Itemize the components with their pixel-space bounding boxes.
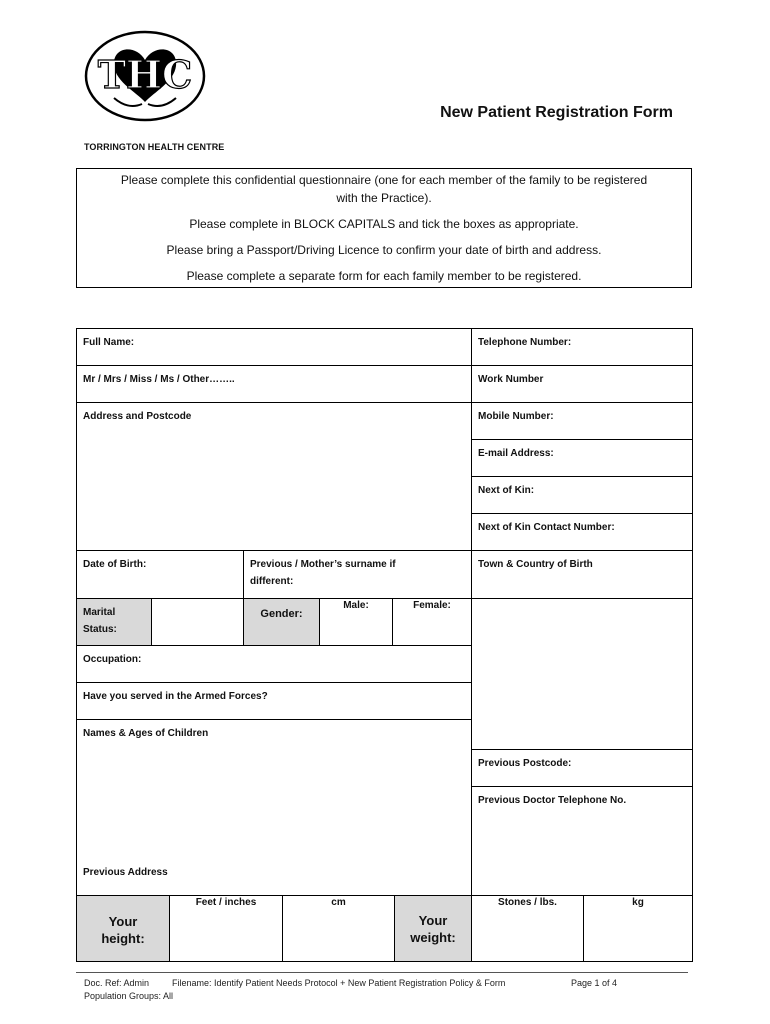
- instructions-box: [76, 168, 692, 288]
- female-label: Female:: [413, 600, 451, 611]
- dob-label: Date of Birth:: [83, 559, 147, 570]
- page-number: Page 1 of 4: [571, 978, 618, 988]
- organisation-name: TORRINGTON HEALTH CENTRE: [84, 142, 225, 152]
- children-label: Names & Ages of Children: [83, 728, 209, 739]
- armed-forces-label: Have you served in the Armed Forces?: [83, 691, 268, 702]
- children-field[interactable]: [76, 719, 472, 896]
- male-label: Male:: [343, 600, 369, 611]
- instruction-line: Please bring a Passport/Driving Licence to confirm your date of birth and address.: [166, 243, 602, 257]
- next-of-kin-field[interactable]: [471, 476, 693, 514]
- weight-label: Your weight:: [410, 913, 456, 945]
- birth-place-field[interactable]: [471, 550, 693, 599]
- instruction-line: Please complete this confidential questionnaire (one for each member of the family to be registered: [120, 173, 648, 187]
- previous-postcode-label: Previous Postcode:: [478, 758, 572, 769]
- previous-address-label: Previous Address: [83, 867, 168, 878]
- kg-label: kg: [632, 897, 644, 908]
- footer-divider: [76, 972, 688, 973]
- gender-label: Gender:: [260, 608, 303, 620]
- mobile-label: Mobile Number:: [478, 411, 554, 422]
- address-label: Address and Postcode: [83, 411, 192, 422]
- birth-place-label: Town & Country of Birth: [478, 559, 593, 570]
- next-of-kin-label: Next of Kin:: [478, 485, 535, 496]
- mobile-field[interactable]: [471, 402, 693, 440]
- previous-doctor-label: Previous Doctor Telephone No.: [478, 795, 627, 806]
- full-name-label: Full Name:: [83, 337, 135, 348]
- svg-text:THC: THC: [97, 52, 193, 97]
- previous-postcode-field[interactable]: [471, 749, 693, 787]
- weight-label-cell: [394, 895, 472, 962]
- work-number-field[interactable]: [471, 365, 693, 403]
- dob-field[interactable]: [76, 550, 244, 599]
- stones-lbs-label: Stones / lbs.: [498, 897, 557, 908]
- doc-ref: Doc. Ref: Admin: [84, 978, 150, 988]
- occupation-label: Occupation:: [83, 654, 142, 665]
- female-checkbox[interactable]: [392, 598, 472, 646]
- weight-stones-field[interactable]: [471, 895, 584, 962]
- next-of-kin-contact-field[interactable]: [471, 513, 693, 551]
- height-cm-field[interactable]: [282, 895, 395, 962]
- population-groups: Population Groups: All: [84, 991, 174, 1001]
- height-feet-field[interactable]: [169, 895, 283, 962]
- email-label: E-mail Address:: [478, 448, 554, 459]
- height-label: Your height:: [101, 914, 145, 946]
- telephone-label: Telephone Number:: [478, 337, 572, 348]
- feet-inches-label: Feet / inches: [195, 897, 257, 908]
- male-checkbox[interactable]: [319, 598, 393, 646]
- title-label: Mr / Mrs / Miss / Ms / Other……..: [83, 374, 235, 385]
- marital-status-label-cell: [76, 598, 152, 646]
- form-title: New Patient Registration Form: [440, 104, 673, 121]
- right-blank-field[interactable]: [471, 598, 693, 750]
- email-field[interactable]: [471, 439, 693, 477]
- weight-kg-field[interactable]: [583, 895, 693, 962]
- filename: Filename: Identify Patient Needs Protocol + New Patient Registration Policy & Form: [172, 978, 506, 988]
- gender-label-cell: [243, 598, 320, 646]
- instruction-line: with the Practice).: [336, 191, 432, 205]
- instruction-line: Please complete a separate form for each family member to be registered.: [186, 269, 582, 283]
- telephone-field[interactable]: [471, 328, 693, 366]
- marital-status-field[interactable]: [151, 598, 244, 646]
- title-field[interactable]: [76, 365, 472, 403]
- full-name-field[interactable]: [76, 328, 472, 366]
- marital-status-label: Marital Status:: [83, 607, 117, 635]
- height-label-cell: [76, 895, 170, 962]
- previous-surname-label: Previous / Mother’s surname if different:: [250, 559, 396, 587]
- instruction-line: Please complete in BLOCK CAPITALS and tick the boxes as appropriate.: [189, 217, 579, 231]
- work-number-label: Work Number: [478, 374, 544, 385]
- previous-doctor-field[interactable]: [471, 786, 693, 896]
- occupation-field[interactable]: [76, 645, 472, 683]
- address-field[interactable]: [76, 402, 472, 551]
- armed-forces-field[interactable]: [76, 682, 472, 720]
- cm-label: cm: [331, 897, 346, 908]
- next-of-kin-contact-label: Next of Kin Contact Number:: [478, 522, 615, 533]
- previous-surname-field[interactable]: [243, 550, 472, 599]
